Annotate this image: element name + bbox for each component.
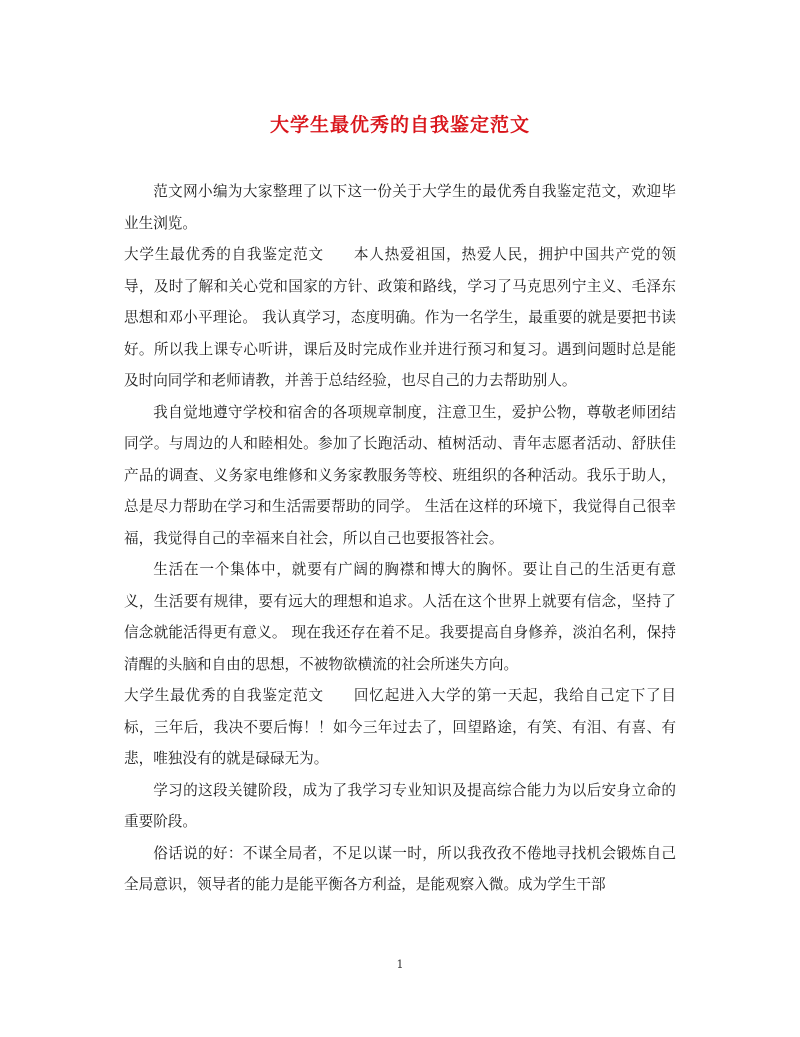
paragraph-heading: 大学生最优秀的自我鉴定范文 bbox=[124, 687, 324, 704]
paragraph-study: 学习的这段关键阶段，成为了我学习专业知识及提高综合能力为以后安身立命的重要阶段。 bbox=[124, 781, 676, 830]
document-body bbox=[124, 176, 676, 901]
paragraph-self-assessment-1 bbox=[124, 239, 676, 397]
paragraph-text: 本人热爱祖国，热爱人民，拥护中国共产党的领导，及时了解和关心党和国家的方针、政策和路线，学习了马克思列宁主义、毛泽东思想和邓小平理论。 我认真学习，态度明确。作为一名学生，最重要的就是要把书读好。所以我上课专心听讲，课后及时完成作业并进行预习和复习。遇到问题时总是能及时向同学和老师请教，并善于总结经验，也尽自己的力去帮助别人。 bbox=[124, 246, 676, 389]
paragraph-intro: 范文网小编为大家整理了以下这一份关于大学生的最优秀自我鉴定范文，欢迎毕业生浏览。 bbox=[124, 183, 676, 232]
paragraph-text: 回忆起进入大学的第一天起，我给自己定下了目标，三年后，我决不要后悔！！如今三年过去了，回望路途，有笑、有泪、有喜、有悲，唯独没有的就是碌碌无为。 bbox=[124, 687, 676, 767]
paragraph-life: 生活在一个集体中，就要有广阔的胸襟和博大的胸怀。要让自己的生活更有意义，生活要有规律，要有远大的理想和追求。人活在这个世界上就要有信念，坚持了信念就能活得更有意义。 现在我还存在着不足。我要提高自身修养，淡泊名利，保持清醒的头脑和自由的思想，不被物欲横流的社会所迷失方向。 bbox=[124, 561, 676, 673]
paragraph-heading: 大学生最优秀的自我鉴定范文 bbox=[124, 246, 324, 263]
document-title: 大学生最优秀的自我鉴定范文 bbox=[269, 114, 530, 136]
paragraph-leadership: 俗话说的好：不谋全局者，不足以谋一时，所以我孜孜不倦地寻找机会锻炼自己全局意识，领导者的能力是能平衡各方利益，是能观察入微。成为学生干部 bbox=[124, 844, 676, 893]
paragraph-rules: 我自觉地遵守学校和宿舍的各项规章制度，注意卫生，爱护公物，尊敬老师团结同学。与周边的人和睦相处。参加了长跑活动、植树活动、青年志愿者活动、舒肤佳产品的调查、义务家电维修和义务家教服务等校、班组织的各种活动。我乐于助人，总是尽力帮助在学习和生活需要帮助的同学。 生活在这样的环境下，我觉得自己很幸福，我觉得自己的幸福来自社会，所以自己也要报答社会。 bbox=[124, 403, 676, 547]
paragraph-self-assessment-2 bbox=[124, 680, 676, 775]
page-number: 1 bbox=[396, 958, 404, 971]
